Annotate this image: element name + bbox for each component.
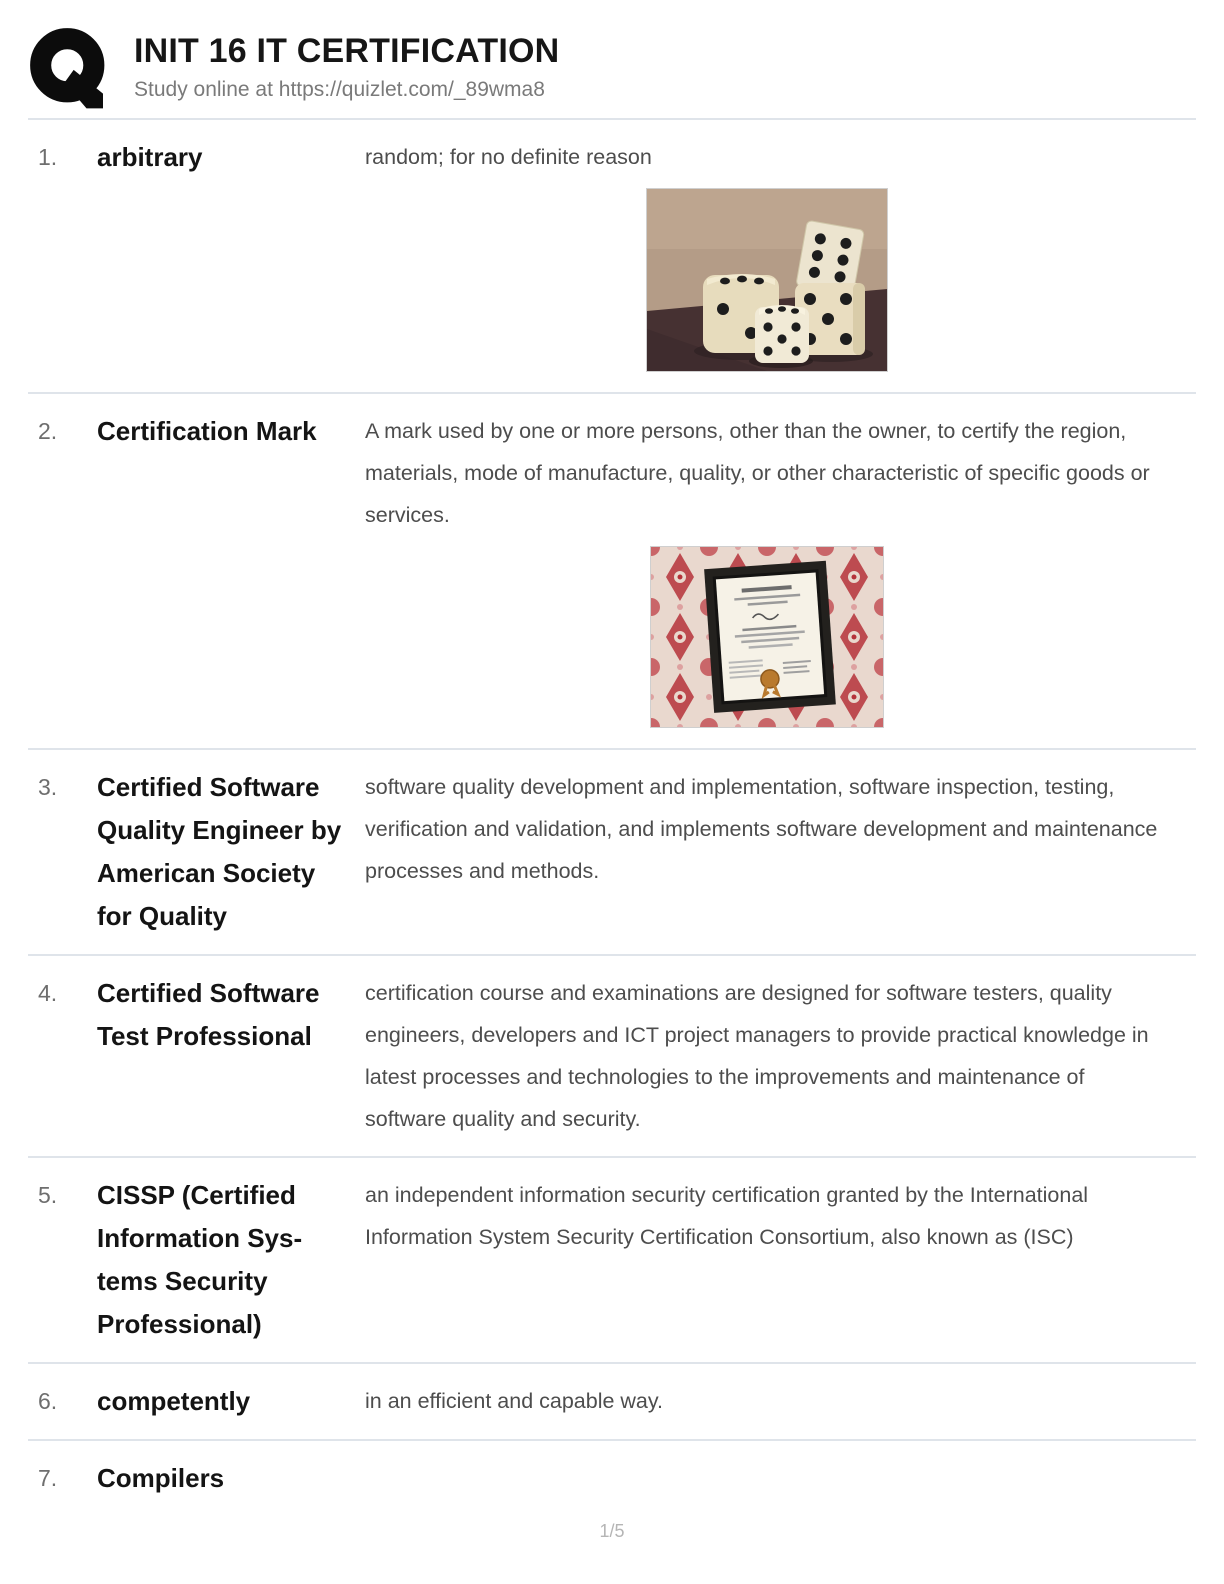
item-term: arbitrary: [97, 142, 203, 172]
item-number: 6.: [38, 1388, 58, 1414]
quizlet-logo-icon: [26, 24, 114, 112]
certificate-photo: [650, 546, 884, 728]
term-row-4: [0, 956, 1224, 1156]
item-definition: in an efficient and capable way.: [365, 1389, 664, 1413]
item-definition: certification course and examinations are designed for software testers, quality engineers, developers and ICT project managers to provide practical knowledge in latest processes and technologies to the improvements and maintenance of software quality and security.: [365, 981, 1149, 1131]
term-row-6: [0, 1364, 1224, 1439]
item-definition: software quality development and implementation, software inspection, testing, verification and validation, and implements software development and maintenance processes and methods.: [365, 775, 1158, 883]
term-row-1: [0, 120, 1224, 392]
item-definition-cell: [349, 1174, 1168, 1346]
header-text: [134, 24, 559, 104]
term-row-5: [0, 1158, 1224, 1362]
item-definition: A mark used by one or more persons, other than the owner, to certify the region, materials, mode of manufacture, quality, or other characteristic of specific goods or services.: [365, 419, 1150, 527]
item-term: Compilers: [97, 1463, 225, 1493]
term-row-3: [0, 750, 1224, 954]
term-row-2: [0, 394, 1224, 748]
item-term: competently: [97, 1386, 251, 1416]
item-number: 4.: [38, 980, 58, 1006]
item-definition-cell: [349, 410, 1168, 732]
page-number: 1/5: [599, 1521, 625, 1541]
header: [0, 0, 1224, 118]
item-term: CISSP (Certified Information Systems Security Professional): [97, 1180, 303, 1339]
item-definition-cell: [349, 766, 1168, 938]
item-definition: an independent information security certification granted by the International Information System Security Certification Consortium, also known as (ISC): [365, 1183, 1089, 1249]
item-definition-cell: [349, 972, 1168, 1140]
term-row-7: [0, 1441, 1224, 1516]
item-term: Certified Software Quality Engineer by American Society for Quality: [97, 772, 342, 931]
item-definition-cell: [349, 136, 1168, 376]
footer: [0, 1521, 1224, 1542]
item-term: Certified Software Test Professional: [97, 978, 320, 1051]
item-number: 1.: [38, 144, 58, 170]
item-definition-cell: [349, 1457, 1168, 1500]
item-definition-cell: [349, 1380, 1168, 1423]
item-number: 5.: [38, 1182, 58, 1208]
item-definition: random; for no definite reason: [365, 145, 652, 169]
item-number: 7.: [38, 1465, 58, 1491]
page-title: INIT 16 IT CERTIFICATION: [134, 32, 560, 70]
page-subtitle: Study online at https://quizlet.com/_89wma8: [134, 78, 545, 101]
dice-photo: [646, 188, 888, 372]
item-number: 2.: [38, 418, 58, 444]
item-term: Certification Mark: [97, 416, 317, 446]
item-number: 3.: [38, 774, 58, 800]
